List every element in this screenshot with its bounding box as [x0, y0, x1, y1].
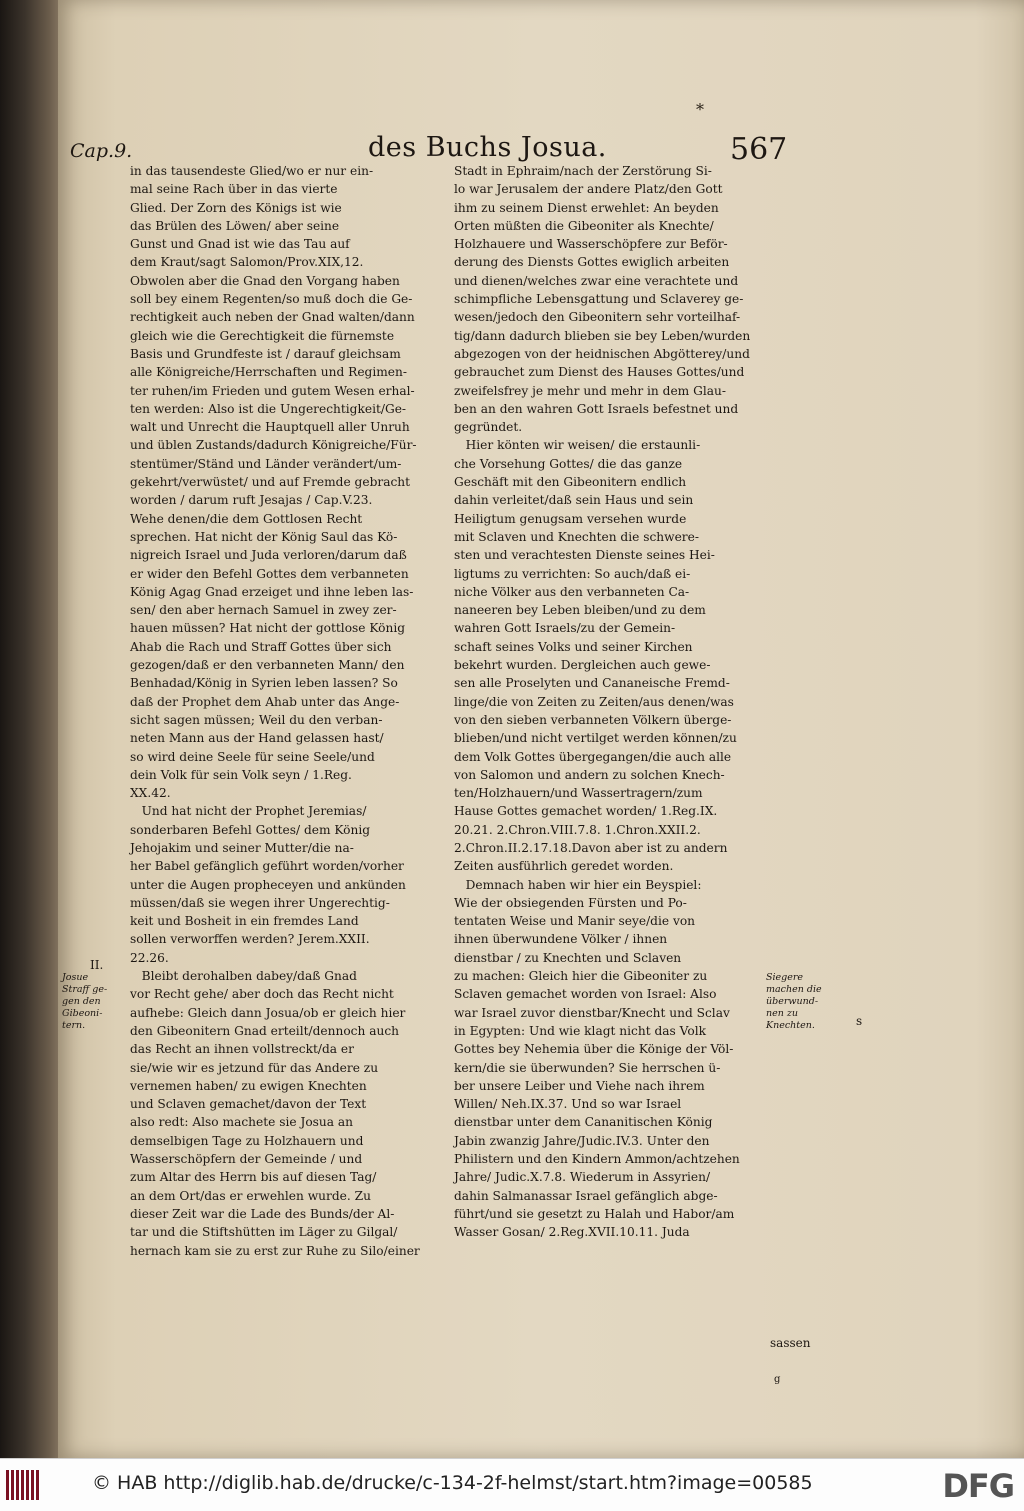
margin-note-right: Siegere machen die überwund- nen zu Knechten. — [766, 972, 822, 1031]
catchword: sassen — [770, 1336, 811, 1350]
margin-note-left: Josue Straff ge- gen den Gibeoni- tern. — [62, 972, 108, 1031]
book-edge — [0, 0, 62, 1458]
book-page — [58, 0, 1024, 1458]
viewer-footer — [0, 1458, 1024, 1511]
chapter-label: Cap.9. — [70, 140, 133, 162]
dfg-logo: DFG — [942, 1467, 1014, 1505]
margin-section-mark: II. — [90, 958, 104, 972]
text-column-left: in das tausendeste Glied/wo er nur ein- mal seine Rach über in das vierte Glied. Der Zorn des Königs ist wie das Brülen des Löwen/ aber seine Gunst und Gnad ist wie das Tau auf dem Kraut/sagt Salomon/Prov.XIX,12. Obwolen aber die Gnad den Vorgang haben soll bey einem Regenten/so muß doch die Ge- rechtigkeit auch neben der Gnad walten/dann gleich wie die Gerechtigkeit die fürnemste Basis und Grundfeste ist / darauf gleichsam alle Königreiche/Herrschaften und Regimen- ter ruhen/im Frieden und gutem Wesen erhal- ten werden: Also ist die Ungerechtigkeit/Ge- walt und Unrecht die Hauptquell aller Unruh und üblen Zustands/dadurch Königreiche/Für- stentümer/Ständ und Länder verändert/um- gekehrt/verwüstet/ und auf Fremde gebracht worden / darum ruft Jesajas / Cap.V.23. Wehe denen/die dem Gottlosen Recht sprechen. Hat nicht der König Saul das Kö- nigreich Israel und Juda verloren/darum daß er wider den Befehl Gottes dem verbanneten König Agag Gnad erzeiget und ihne leben las- sen/ den aber hernach Samuel in zwey zer- hauen müssen? Hat nicht der gottlose König Ahab die Rach und Straff Gottes über sich gezogen/daß er den verbanneten Mann/ den Benhadad/König in Syrien leben lassen? So daß der Prophet dem Ahab unter das Ange- sicht sagen müssen; Weil du den verban- neten Mann aus der Hand gelassen hast/ so wird deine Seele für seine Seele/und dein Volk für sein Volk seyn / 1.Reg. XX.42. Und hat nicht der Prophet Jeremias/ sonderbaren Befehl Gottes/ dem König Jehojakim und seiner Mutter/die na- her Babel gefänglich geführt worden/vorher unter die Augen propheceyen und ankünden müssen/daß sie wegen ihrer Ungerechtig- keit und Bosheit in ein fremdes Land sollen verworffen werden? Jerem.XXII. 22.26. Bleibt derohalben dabey/daß Gnad vor Recht gehe/ aber doch das Recht nicht aufhebe: Gleich dann Josua/ob er gleich hier den Gibeonitern Gnad erteilt/dennoch auch das Recht an ihnen vollstreckt/da er sie/wie wir es jetzund für das Andere zu vernemen haben/ zu ewigen Knechten und Sclaven gemachet/davon der Text also redt: Also machete sie Josua an demselbigen Tage zu Holzhauern und Wasserschöpfern der Gemeinde / und zum Altar des Herrn bis auf diesen Tag/ an dem Ort/das er erwehlen wurde. Zu dieser Zeit war die Lade des Bunds/der Al- tar und die Stiftshütten im Läger zu Gilgal/ hernach kam sie zu erst zur Ruhe zu Silo/einer — [130, 164, 420, 1258]
hab-logo-icon — [6, 1470, 40, 1500]
source-link[interactable]: © HAB http://diglib.hab.de/drucke/c-134-2f-helmst/start.htm?image=00585 — [92, 1472, 813, 1494]
running-title: des Buchs Josua. — [368, 132, 607, 163]
margin-letter: s — [856, 1014, 863, 1028]
page-mark: * — [696, 100, 704, 119]
text-column-right: Stadt in Ephraim/nach der Zerstörung Si- lo war Jerusalem der andere Platz/den Gott ihm zu seinem Dienst erwehlet: An beyden Orten müßten die Gibeoniter als Knechte/ Holzhauere und Wasserschöpfere zur Beför- derung des Diensts Gottes ewiglich arbeiten und dienen/welches zwar eine verachtete und schimpfliche Lebensgattung und Sclaverey ge- wesen/jedoch den Gibeonitern sehr vorteilhaf- tig/dann dadurch blieben sie bey Leben/wurden abgezogen von der heidnischen Abgötterey/und gebrauchet zum Dienst des Hauses Gottes/und zweifelsfrey je mehr und mehr in dem Glau- ben an den wahren Gott Israels befestnet und gegründet. Hier könten wir weisen/ die erstaunli- che Vorsehung Gottes/ die das ganze Geschäft mit den Gibeonitern endlich dahin verleitet/daß sein Haus und sein Heiligtum genugsam versehen wurde mit Sclaven und Knechten die schwere- sten und verachtesten Dienste seines Hei- ligtums zu verrichten: So auch/daß ei- niche Völker aus den verbanneten Ca- naneeren bey Leben bleiben/und zu dem wahren Gott Israels/zu der Gemein- schaft seines Volks und seiner Kirchen bekehrt wurden. Dergleichen auch gewe- sen alle Proselyten und Cananeische Fremd- linge/die von Zeiten zu Zeiten/aus denen/was von den sieben verbanneten Völkern überge- blieben/und nicht vertilget werden können/zu dem Volk Gottes übergegangen/die auch alle von Salomon und andern zu solchen Knech- ten/Holzhauern/und Wassertragern/zum Hause Gottes gemachet worden/ 1.Reg.IX. 20.21. 2.Chron.VIII.7.8. 1.Chron.XXII.2. 2.Chron.II.2.17.18.Davon aber ist zu andern Zeiten ausführlich geredet worden. Demnach haben wir hier ein Beyspiel: Wie der obsiegenden Fürsten und Po- tentaten Weise und Manir seye/die von ihnen überwundene Völker / ihnen dienstbar / zu Knechten und Sclaven zu machen: Gleich hier die Gibeoniter zu Sclaven gemachet worden von Israel: Also war Israel zuvor dienstbar/Knecht und Sclav in Egypten: Und wie klagt nicht das Volk Gottes bey Nehemia über die Könige der Völ- kern/die sie überwunden? Sie herrschen ü- ber unsere Leiber und Viehe nach ihrem Willen/ Neh.IX.37. Und so war Israel dienstbar unter dem Cananitischen König Jabin zwanzig Jahre/Judic.IV.3. Unter den Philistern und den Kindern Ammon/achtzehen Jahre/ Judic.X.7.8. Wiederum in Assyrien/ dahin Salmanassar Israel gefänglich abge- führt/und sie gesetzt zu Halah und Habor/am Wasser Gosan/ 2.Reg.XVII.10.11. Juda — [454, 164, 751, 1240]
signature-mark: g — [774, 1374, 781, 1385]
page-number: 567 — [730, 132, 788, 167]
